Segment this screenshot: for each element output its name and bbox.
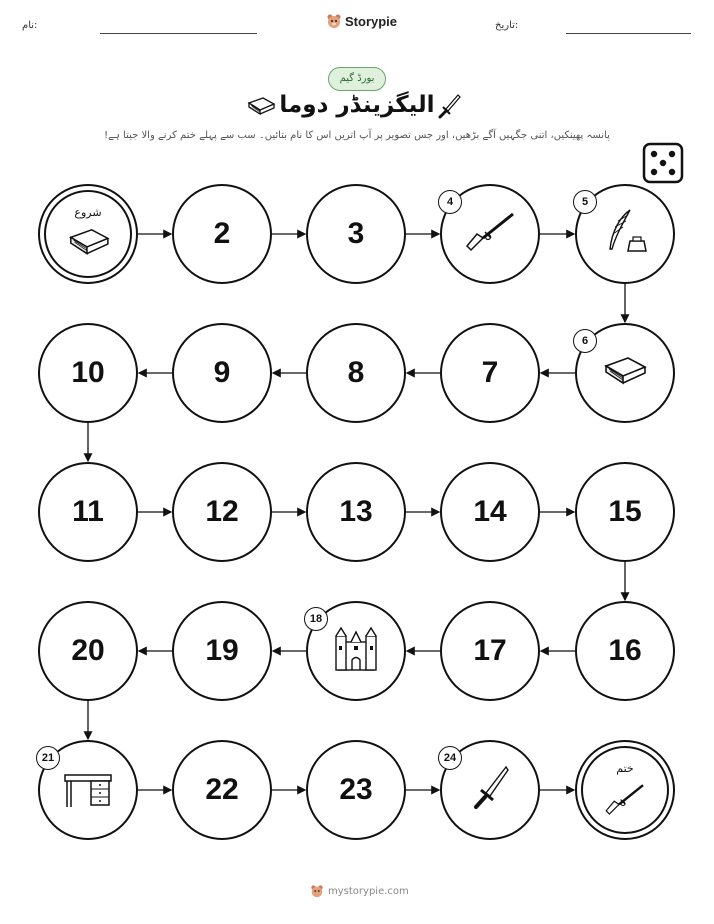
board-space-11 (38, 462, 138, 562)
space-number: 22 (205, 773, 239, 806)
board-space-10 (38, 323, 138, 423)
bear-mascot-icon (310, 884, 324, 898)
board-space-6 (575, 323, 675, 423)
page-title: الیگزینڈر دوما (279, 92, 435, 118)
space-number: 9 (213, 356, 231, 389)
board-space-22 (172, 740, 272, 840)
space-number-badge: 6 (573, 329, 597, 353)
board-space-15 (575, 462, 675, 562)
space-number: 11 (72, 495, 104, 528)
musket-icon (463, 210, 517, 258)
date-label: تاریخ: (495, 20, 519, 31)
board-space-13 (306, 462, 406, 562)
board-space-1 (38, 184, 138, 284)
board-space-5 (575, 184, 675, 284)
quill-inkwell-icon (600, 207, 650, 261)
board-space-7 (440, 323, 540, 423)
space-number: 3 (347, 217, 365, 250)
space-number-badge: 24 (438, 746, 462, 770)
book-icon (67, 226, 113, 264)
board-space-21 (38, 740, 138, 840)
board-space-19 (172, 601, 272, 701)
board-space-25 (575, 740, 675, 840)
space-number: 19 (205, 634, 239, 667)
space-number: 16 (608, 634, 642, 667)
desk-icon (61, 765, 115, 815)
board-game-badge: بورڈ گیم (328, 67, 386, 91)
musket-icon (603, 782, 657, 830)
space-number: 8 (347, 356, 365, 389)
footer-url[interactable]: mystorypie.com (328, 885, 409, 897)
space-number: 7 (481, 356, 499, 389)
board-space-20 (38, 601, 138, 701)
board-space-17 (440, 601, 540, 701)
space-number: 20 (71, 634, 105, 667)
board-space-24 (440, 740, 540, 840)
board-space-14 (440, 462, 540, 562)
book-icon (602, 354, 648, 392)
sword-icon (468, 763, 512, 817)
board-space-12 (172, 462, 272, 562)
board-space-2 (172, 184, 272, 284)
space-number: 23 (339, 773, 373, 806)
space-number-badge: 5 (573, 190, 597, 214)
space-number: 13 (339, 495, 373, 528)
board-space-23 (306, 740, 406, 840)
board-space-3 (306, 184, 406, 284)
space-number: 17 (473, 634, 507, 667)
space-number: 2 (213, 217, 231, 250)
name-label: نام: (22, 20, 38, 31)
board-space-4 (440, 184, 540, 284)
board-space-9 (172, 323, 272, 423)
castle-icon (333, 624, 379, 678)
space-number: 14 (473, 495, 507, 528)
instructions: پانسہ پھینکیں، اتنی جگہیں آگے بڑھیں، اور جس تصویر پر آپ اتریں اس کا نام بتائیں۔ سب سے پہلے ختم کرنے والا جیتا ہے! (104, 130, 610, 141)
space-number: 10 (71, 356, 105, 389)
space-number: 12 (205, 495, 239, 528)
board-space-18 (306, 601, 406, 701)
space-number: 15 (608, 495, 642, 528)
space-number-badge: 21 (36, 746, 60, 770)
footer (310, 884, 409, 898)
brand-name: Storypie (345, 13, 398, 29)
start-label: شروع (74, 206, 102, 219)
finish-label: ختم (616, 762, 634, 775)
space-number-badge: 4 (438, 190, 462, 214)
space-number-badge: 18 (304, 607, 328, 631)
board-space-8 (306, 323, 406, 423)
board-space-16 (575, 601, 675, 701)
